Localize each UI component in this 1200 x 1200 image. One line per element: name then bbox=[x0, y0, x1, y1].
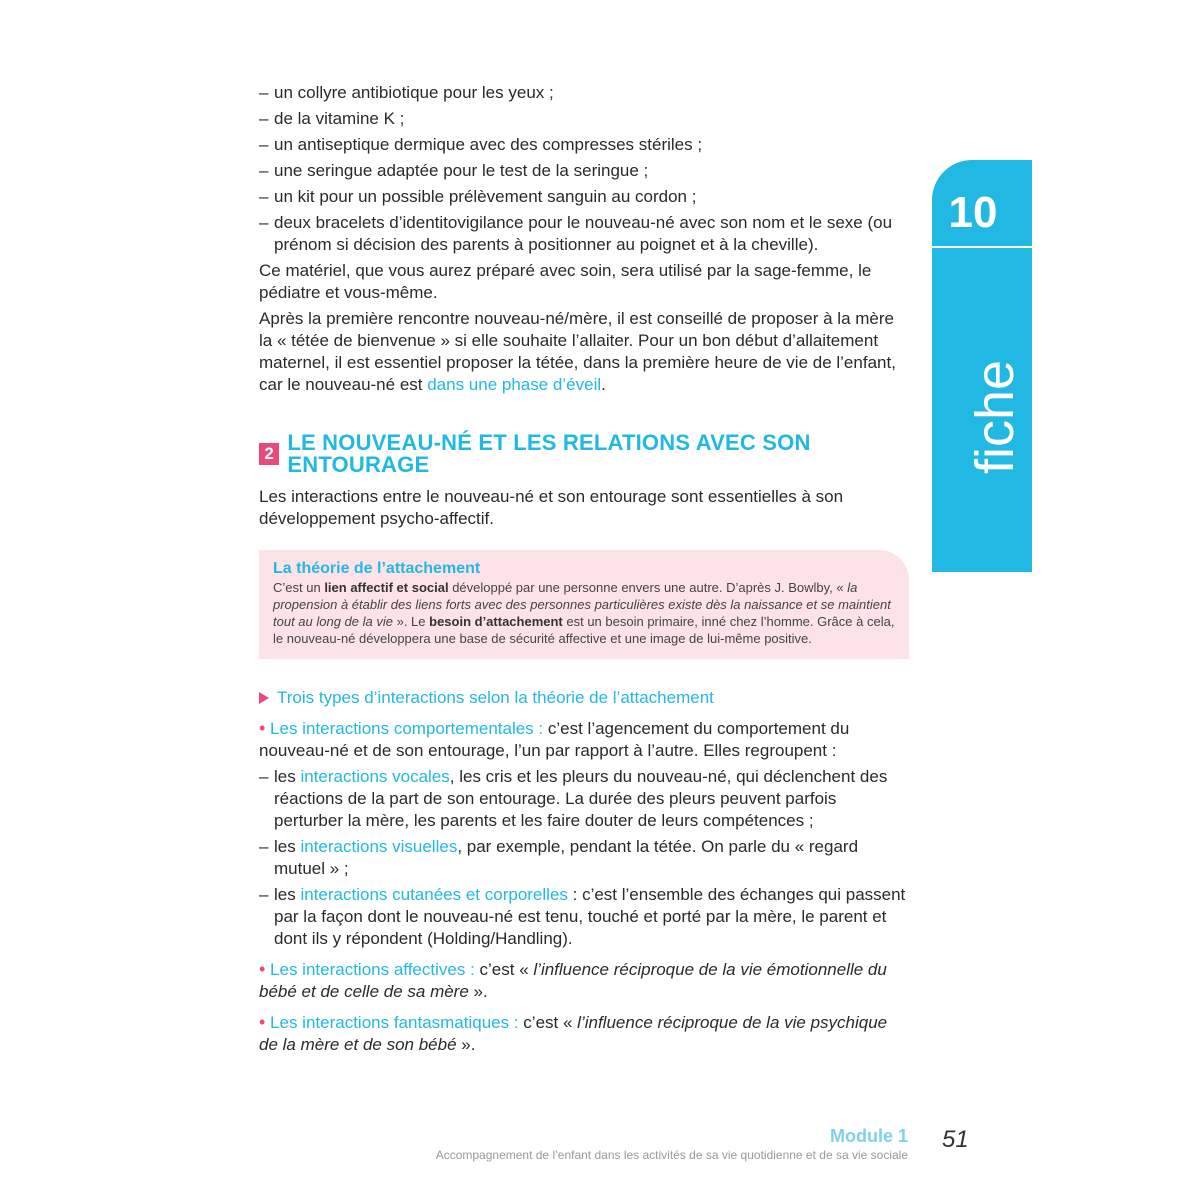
fiche-side-tab bbox=[932, 160, 1032, 572]
subheading: Trois types d’interactions selon la théorie de l’attachement bbox=[259, 687, 909, 709]
section-intro: Les interactions entre le nouveau-né et son entourage sont essentielles à son développement psycho-affectif. bbox=[259, 487, 844, 528]
list-item: – les interactions vocales, les cris et les pleurs du nouveau-né, qui déclenchent des réactions de la part de son entourage. La durée des pleurs peuvent parfois perturber la mère, les parents et les faire douter de leurs compétences ; bbox=[259, 767, 888, 830]
fantasmatic-interactions: • Les interactions fantasmatiques : c’est « l’influence réciproque de la vie psychique de la mère et de son bébé ». bbox=[259, 1012, 888, 1054]
footer-module: Module 1 bbox=[829, 1126, 908, 1146]
list-item: – un kit pour un possible prélèvement sanguin au cordon ; bbox=[259, 187, 697, 206]
attachment-theory-box bbox=[259, 550, 909, 659]
bullet-icon: • bbox=[259, 959, 266, 979]
fiche-number: 10 bbox=[948, 188, 998, 237]
bullet-icon: • bbox=[259, 718, 266, 738]
section-number-badge: 2 bbox=[259, 443, 279, 465]
equipment-list bbox=[259, 82, 909, 256]
interaction-types-list bbox=[259, 766, 909, 950]
list-item: – les interactions visuelles, par exemple, pendant la tétée. On parle du « regard mutuel » ; bbox=[259, 837, 859, 878]
tab-divider bbox=[932, 246, 1032, 248]
list-item: – un collyre antibiotique pour les yeux ; bbox=[259, 83, 554, 102]
list-item: – un antiseptique dermique avec des compresses stériles ; bbox=[259, 135, 703, 154]
triangle-bullet-icon bbox=[259, 692, 269, 704]
paragraph-materiel: Ce matériel, que vous aurez préparé avec soin, sera utilisé par la sage-femme, le pédiatre et vous-même. bbox=[259, 261, 872, 302]
bullet-icon: • bbox=[259, 1012, 266, 1032]
paragraph-tetee: Après la première rencontre nouveau-né/mère, il est conseillé de proposer à la mère la « tétée de bienvenue » si elle souhaite l’allaiter. Pour un bon début d’allaitement maternel, il est essentiel proposer la tétée, dans la première heure de vie de l’enfant, car le nouveau-né est dans une phase d’éveil. bbox=[259, 309, 896, 394]
main-content bbox=[259, 82, 909, 1060]
box-title: La théorie de l’attachement bbox=[273, 560, 481, 577]
box-text: C’est un lien affectif et social développé par une personne envers une autre. D’après J. Bowlby, « la propension à établir des liens forts avec des personnes particulières existe dès la naissance et se maintient tout au long de la vie ». Le besoin d’attachement est un besoin primaire, inné chez l’homme. Grâce à cela, le nouveau-né développera une base de sécurité affective et une image de lui-même positive. bbox=[273, 580, 895, 646]
page-number: 51 bbox=[942, 1126, 969, 1153]
list-item: – les interactions cutanées et corporelles : c’est l’ensemble des échanges qui passent par la façon dont le nouveau-né est tenu, touché et porté par la mère, le parent et dont ils y répondent (Holding/Handling). bbox=[259, 885, 906, 948]
list-item: – de la vitamine K ; bbox=[259, 109, 405, 128]
list-item: – une seringue adaptée pour le test de la seringue ; bbox=[259, 161, 649, 180]
fiche-label: fiche bbox=[965, 359, 1025, 474]
eveil-highlight: dans une phase d’éveil bbox=[427, 375, 602, 394]
section-heading bbox=[259, 432, 909, 476]
affective-interactions: • Les interactions affectives : c’est « l’influence réciproque de la vie émotionnelle du bébé et de celle de sa mère ». bbox=[259, 959, 887, 1001]
behavioral-interactions: • Les interactions comportementales : c’est l’agencement du comportement du nouveau-né et de son entourage, l’un par rapport à l’autre. Elles regroupent : bbox=[259, 718, 850, 760]
list-item: – deux bracelets d’identitovigilance pour le nouveau-né avec son nom et le sexe (ou prénom si décision des parents à positionner au poignet et à la cheville). bbox=[259, 213, 893, 254]
section-title: LE NOUVEAU-NÉ ET LES RELATIONS AVEC SON ENTOURAGE bbox=[287, 430, 811, 477]
footer-subtitle: Accompagnement de l’enfant dans les activités de sa vie quotidienne et de sa vie sociale bbox=[435, 1148, 908, 1162]
